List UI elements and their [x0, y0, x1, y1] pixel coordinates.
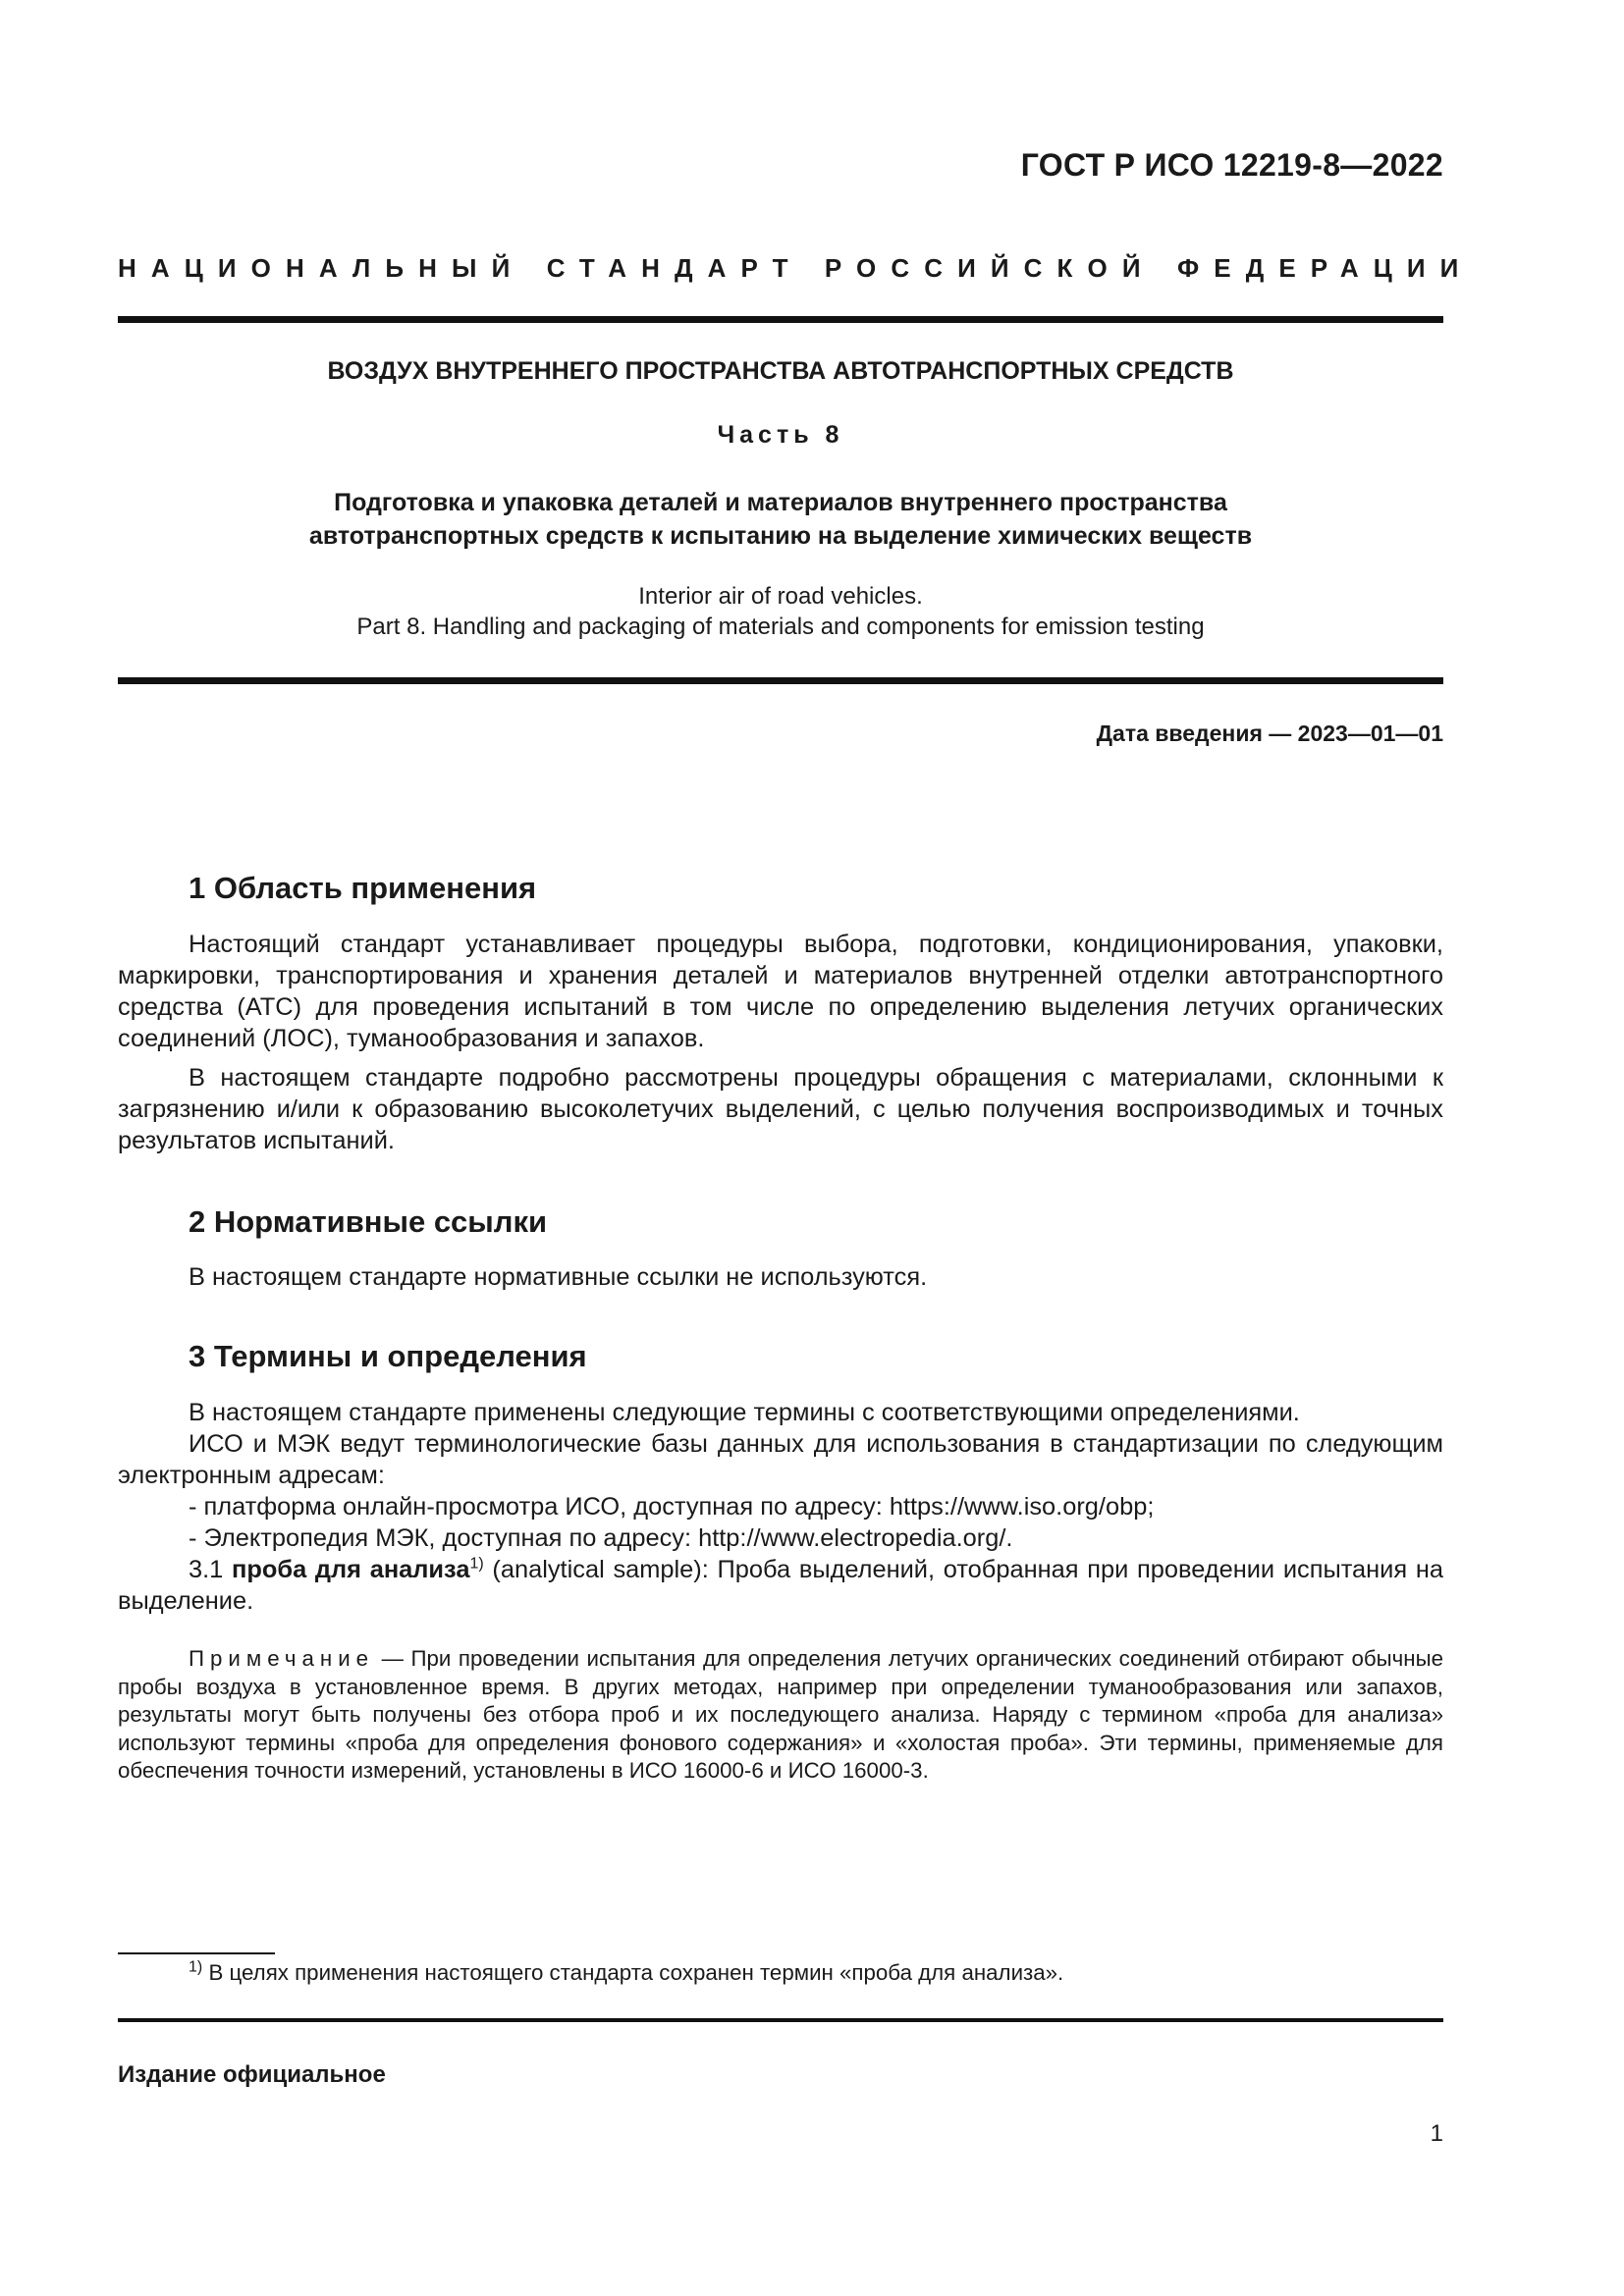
edition-label: Издание официальное: [118, 2061, 386, 2088]
top-divider: [118, 316, 1443, 323]
list-item: - Электропедия МЭК, доступная по адресу: http://www.electropedia.org/.: [189, 1524, 1013, 1552]
paragraph: В настоящем стандарте применены следующие термины с соответствующими определениями.: [189, 1399, 1300, 1426]
section-heading-references: 2 Нормативные ссылки: [189, 1204, 548, 1239]
term-number: 3.1: [189, 1556, 224, 1583]
subtitle: [118, 486, 1443, 553]
english-title-line: Part 8. Handling and packaging of materials and components for emission testing: [356, 614, 1205, 640]
paragraph: В настоящем стандарте подробно рассмотрены процедуры обращения с материалами, склонными к загрязнению и/или к образованию высоколетучих выделений, с целью получения воспроизводимых и точных результатов испытаний.: [118, 1064, 1443, 1154]
title-bottom-divider: [118, 677, 1443, 684]
document-page: [118, 0, 1474, 2296]
part-label: Часть 8: [717, 421, 844, 449]
main-title: ВОЗДУХ ВНУТРЕННЕГО ПРОСТРАНСТВА АВТОТРАНСПОРТНЫХ СРЕДСТВ: [327, 357, 1234, 385]
paragraph: В настоящем стандарте нормативные ссылки не используются.: [189, 1263, 928, 1291]
paragraph: ИСО и МЭК ведут терминологические базы данных для использования в стандартизации по следующим электронным адресам:: [118, 1430, 1443, 1489]
footnote-divider: [118, 1952, 275, 1954]
document-number: ГОСТ Р ИСО 12219-8—2022: [1020, 147, 1443, 183]
footnote-text: В целях применения настоящего стандарта сохранен термин «проба для анализа».: [208, 1960, 1064, 1985]
term-definition: [118, 1554, 1443, 1617]
list-item: - платформа онлайн-просмотра ИСО, доступная по адресу: https://www.iso.org/obp;: [189, 1493, 1155, 1521]
footnote: [189, 1959, 1063, 1987]
footnote-mark: 1): [189, 1958, 203, 1976]
national-standard-banner: НАЦИОНАЛЬНЫЙ СТАНДАРТ РОССИЙСКОЙ ФЕДЕРАЦИИ: [118, 253, 1474, 283]
subtitle-line: Подготовка и упаковка деталей и материалов внутреннего пространства: [334, 489, 1227, 516]
english-title: [118, 581, 1443, 642]
footnote-mark: 1): [469, 1555, 484, 1573]
note-label: Примечание: [189, 1646, 375, 1671]
page-number: 1: [1430, 2120, 1443, 2147]
introduction-date: Дата введения — 2023—01—01: [1096, 721, 1443, 746]
section-heading-scope: 1 Область применения: [189, 871, 537, 905]
note: [118, 1645, 1443, 1786]
paragraph: Настоящий стандарт устанавливает процедуры выбора, подготовки, кондиционирования, упаковки, маркировки, транспортирования и хранения деталей и материалов внутренней отделки автотранспортного средства (АТС) для проведения испытаний в том числе по определению выделения летучих органических соединений (ЛОС), туманообразования и запахов.: [118, 931, 1443, 1052]
term-name: проба для анализа: [232, 1556, 470, 1583]
footer-divider: [118, 2018, 1443, 2022]
term-definition-text: (analytical sample): Проба выделений, отобранная при проведении испытания на выделение.: [118, 1556, 1443, 1615]
subtitle-line: автотранспортных средств к испытанию на выделение химических веществ: [308, 522, 1253, 550]
section-heading-terms: 3 Термины и определения: [189, 1339, 587, 1373]
note-text: — При проведении испытания для определения летучих органических соединений отбирают обычные пробы воздуха в установленное время. В других методах, например при определении туманообразования или запахов, результаты могут быть получены без отбора проб и их последующего анализа. Наряду с термином «проба для анализа» используют термины «проба для определения фонового содержания» и «холостая проба». Эти термины, применяемые для обеспечения точности измерений, установлены в ИСО 16000-6 и ИСО 16000-3.: [118, 1646, 1443, 1783]
english-title-line: Interior air of road vehicles.: [638, 583, 923, 610]
